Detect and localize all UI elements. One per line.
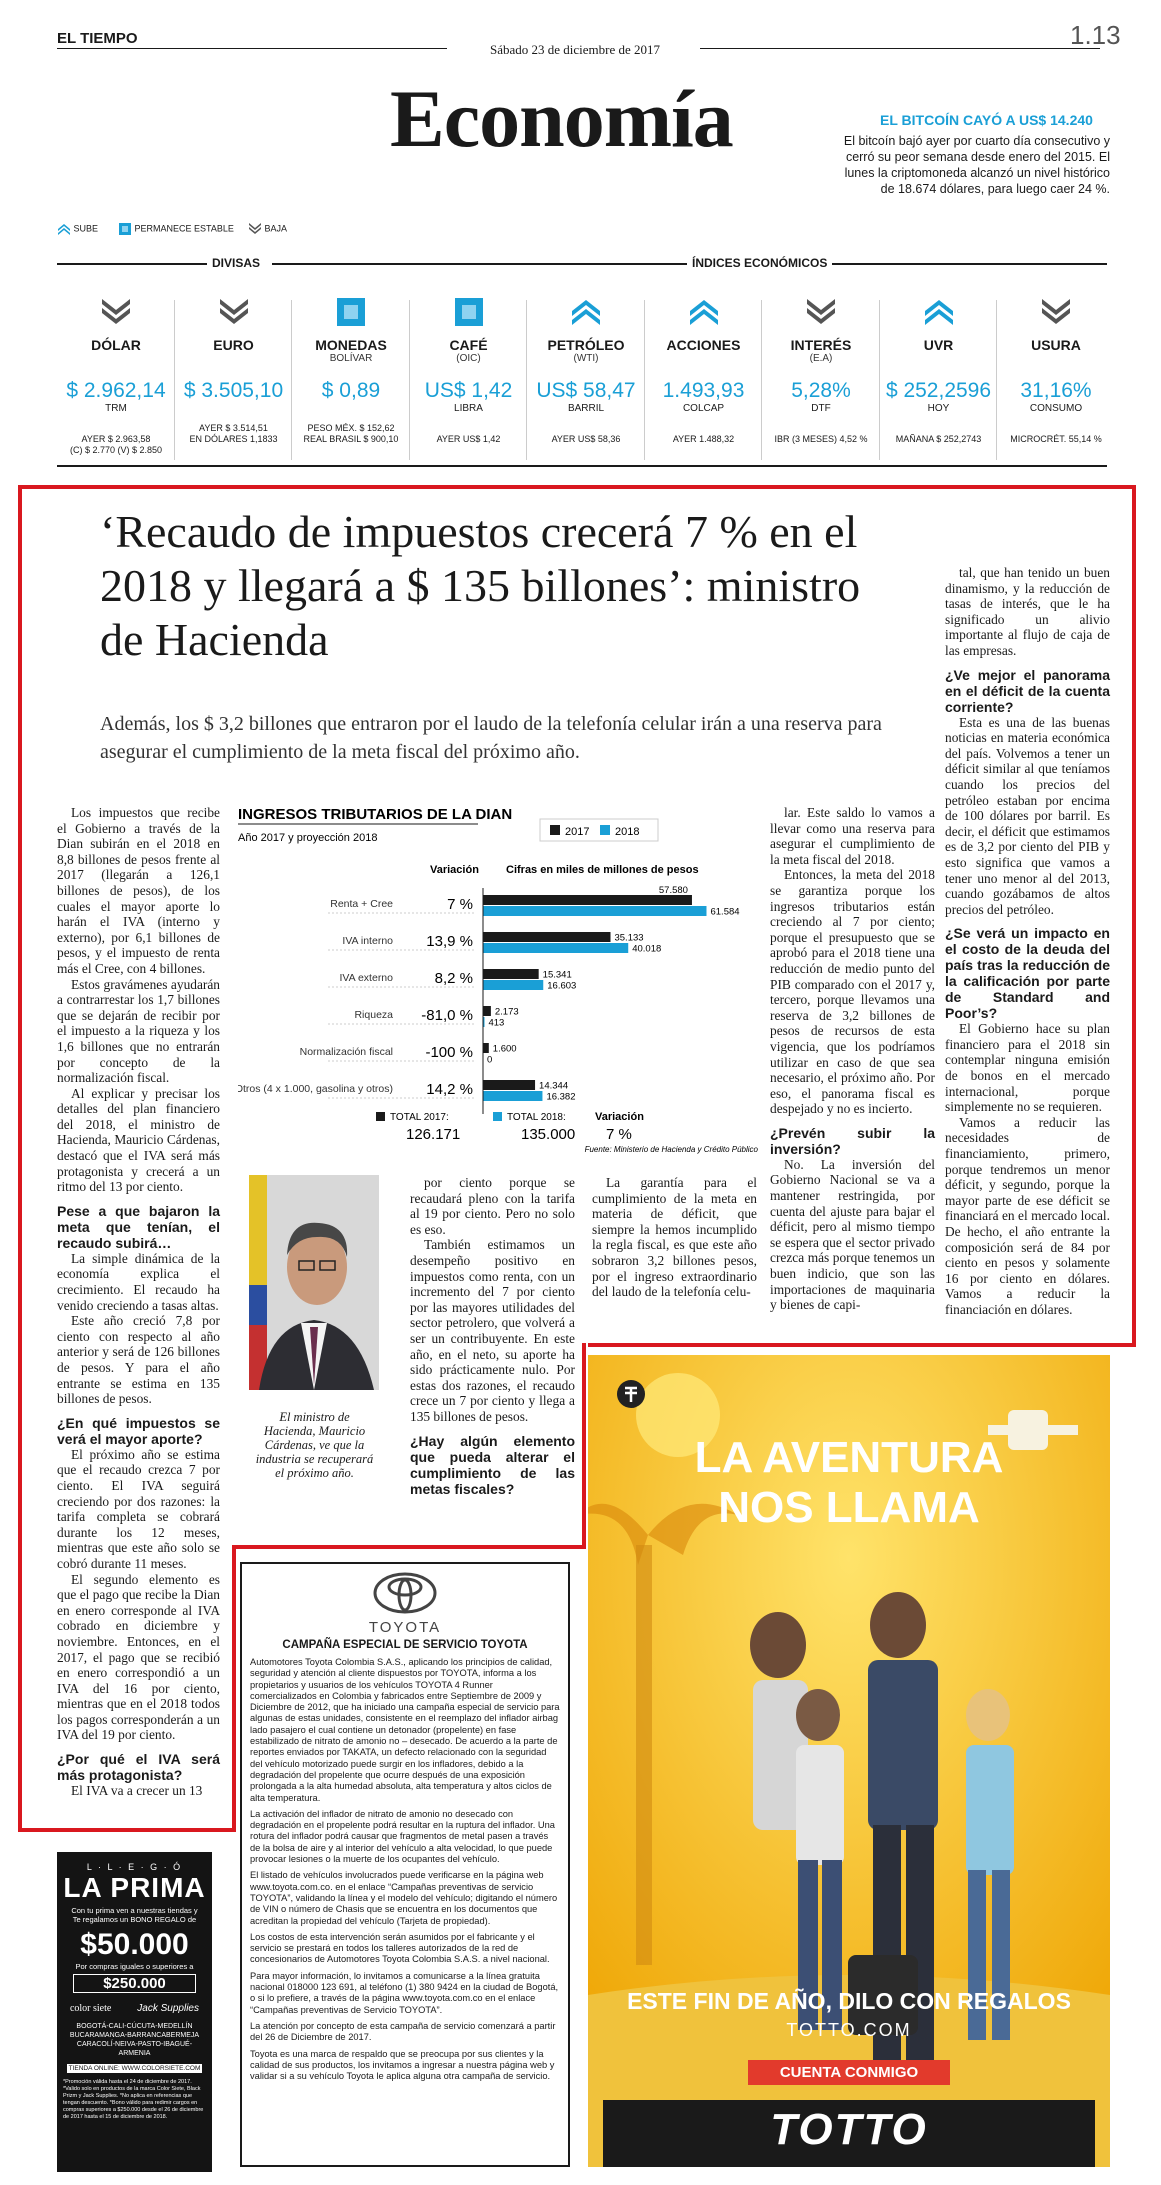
chart-bar-2018 [483, 943, 628, 953]
legend-up-label: SUBE [73, 223, 99, 234]
toyota-paragraph: Los costos de esta intervención serán asumidos por el fabricante y el servicio se prestará en todos los talleres autorizados de la red de concesionarios de Automotores Toyota Colombia S.A.S. a nivel nacional. [250, 1931, 550, 1965]
article-subhead: ¿Hay algún elemento que pueda alterar el cumplimiento de las metas fiscales? [410, 1432, 575, 1497]
indicator-sub [57, 353, 175, 365]
indicator-unit: BARRIL [567, 403, 605, 414]
totto-web: TOTTO.COM [786, 2020, 912, 2040]
totto-tagline: ESTE FIN DE AÑO, DILO CON REGALOS [627, 1988, 1071, 2014]
total-variation-value: 7 % [606, 1126, 632, 1143]
square-icon [452, 295, 486, 329]
total-swatch-2017 [376, 1112, 385, 1121]
legend-swatch-2018 [600, 825, 610, 835]
chart-title: INGRESOS TRIBUTARIOS DE LA DIAN [238, 806, 513, 823]
indicator-value: $ 3.505,10 [183, 379, 284, 402]
article-paragraph: Al explicar y precisar los detalles del plan financiero del 2018, el ministro de Hacienda, Mauricio Cárdenas, destacó que el IVA será más protagonista y crecerá a un ritmo del 13 por ciento. [57, 1085, 220, 1195]
chart-variation-label: -81,0 % [421, 1007, 473, 1024]
chart-data-label: 1.600 [492, 1043, 517, 1055]
indicator-sub: (E.A) [809, 353, 833, 364]
indices-header: ÍNDICES ECONÓMICOS [692, 256, 828, 270]
square-icon [118, 222, 132, 236]
up-arrow-icon [687, 295, 721, 329]
article-column-1 [57, 805, 220, 1799]
article-paragraph: Este año creció 7,8 por ciento con respecto al año anterior y será de 126 billones de pesos. Y para el año entrante se estima en 135 billones de pesos. [57, 1313, 220, 1407]
chart-data-label: 15.341 [542, 969, 572, 981]
chart-bar-2017 [483, 969, 539, 979]
indicator-unit: COLCAP [682, 403, 725, 414]
prima-line3: Por compras iguales o superiores a [75, 1962, 194, 1971]
article-paragraph: No. La inversión del Gobierno Nacional se va a mantener restringida, por cuenta del ajuste para bajar el déficit, pero al mismo tiempo se espera que el sector privado crezca más porque tenemos un buen indicio, que son las importaciones de maquinaria y bienes de capi- [770, 1156, 935, 1313]
indicator-7 [762, 295, 880, 445]
article-subhead: Pese a que bajaron la meta que tenían, el recaudo subirá… [57, 1202, 220, 1251]
up-arrow-icon [569, 295, 603, 329]
totto-badge: CUENTA CONMIGO [748, 2060, 950, 2085]
legend-down [248, 222, 287, 236]
indicator-4 [410, 295, 528, 445]
chart-bar-2018 [483, 906, 706, 916]
indicator-value: $ 0,89 [321, 379, 381, 402]
article-dek: Además, los $ 3,2 billones que entraron por el laudo de la telefonía celular irán a una reserva para asegurar el cumplimiento de la meta fiscal del próximo año. [100, 713, 882, 763]
chart-bar-2017 [483, 1006, 491, 1016]
total-variation-label: Variación [595, 1111, 644, 1123]
indicator-name: UVR [923, 337, 954, 353]
article-headline: ‘Recaudo de impuestos crecerá 7 % en el 2018 y llegará a $ 135 billones’: ministro de Hacienda [100, 506, 861, 665]
toyota-paragraph: Para mayor información, lo invitamos a comunicarse a la línea gratuita nacional 018000 123 691, al teléfono (1) 380 9424 en la ciudad de Bogotá, o si lo prefiere, a través de la página www.toyota.com.co en el enlace “Campañas preventivas de Servicio TOYOTA”. [250, 1970, 559, 2015]
legend-stable-label: PERMANECE ESTABLE [134, 223, 234, 234]
total-value-2018: 135.000 [521, 1126, 576, 1143]
indicator-foot: IBR (3 MESES) 4,52 % [774, 434, 868, 444]
chart-variation-label: 13,9 % [426, 933, 473, 950]
chart-category-label: IVA externo [339, 972, 393, 984]
down-arrow-icon [804, 295, 838, 329]
toyota-paragraph: La activación del inflador de nitrato de amonio no desecado con degradación en el propelente podrá resultar en la ruptura del inflador. Una rotura del inflador podrá causar que fragmentos de metal pasen a través de la bolsa de aire y al interior del vehículo a alta velocidad, lo que puede provocar lesiones o la muerte de los ocupantes del vehículo. [250, 1808, 555, 1865]
article-paragraph: Vamos a reducir las necesidades de financiamiento, primero, porque tendremos un menor déficit, y segundo, porque la mayor parte de ese déficit se financiará en el mercado local. De hecho, el año entrante la composición será de 84 por ciento en pesos y solamente 16 por ciento en dólares. Vamos a reducir la financiación en dólares. [945, 1114, 1110, 1317]
legend-label-2018: 2018 [615, 826, 640, 838]
article-paragraph: lar. Este saldo lo vamos a llevar como una reserva para asegurar el cumplimiento de la meta fiscal del 2018. [770, 805, 935, 867]
chart-category-label: Riqueza [354, 1009, 393, 1021]
chart-data-label: 57.580 [658, 885, 688, 896]
indicator-name: INTERÉS [790, 337, 852, 353]
up-arrow-icon [922, 295, 956, 329]
article-paragraph: El IVA va a crecer un 13 [71, 1783, 203, 1799]
indicator-unit: CONSUMO [1029, 403, 1083, 414]
indicator-foot: PESO MÉX. $ 152,62 REAL BRASIL $ 900,10 [303, 423, 399, 444]
chart-variation-label: 8,2 % [434, 970, 473, 987]
indicator-value: $ 252,2596 [885, 379, 992, 402]
indicator-sub [645, 353, 763, 365]
indicator-2 [175, 295, 293, 445]
prima-line2: Te regalamos un BONO REGALO de [72, 1915, 197, 1924]
indicator-3 [292, 295, 410, 445]
down-arrow-icon [99, 295, 133, 329]
bitcoin-body: El bitcoín bajó ayer por cuarto día consecutivo y cerró su peor semana desde enero del 2015. El lunes la criptomoneda alcanzó un nivel histórico de 18.674 dólares, para luego caer 24 %. [843, 134, 1110, 196]
indicator-6 [645, 295, 763, 445]
indicator-foot: AYER 1.488,32 [672, 434, 735, 444]
chart-data-label: 413 [488, 1017, 505, 1029]
chart-col-values: Cifras en miles de millones de pesos [506, 864, 699, 876]
photo-caption: El ministro de Hacienda, Mauricio Cárdenas, ve que la industria se recuperará el próximo año. [255, 1410, 374, 1480]
indicator-name: MONEDAS [315, 337, 387, 353]
chart-source: Fuente: Ministerio de Hacienda y Crédito Público [584, 1145, 758, 1154]
indicator-divider [526, 300, 527, 460]
chart-category-label: Otros (4 x 1.000, gasolina y otros) [238, 1083, 393, 1095]
indicator-sub [997, 353, 1115, 365]
indicator-name: USURA [1031, 337, 1081, 353]
page-number: 1.13 [1070, 20, 1121, 50]
toyota-paragraph: El listado de vehículos involucrados puede verificarse en la página web www.toyota.com.co. en el enlace “Campañas preventivas de servicio TOYOTA”, validando la línea y el modelo del vehículo; digitando el número de VIN o número de Chasis que se encuentra en los documentos que acreditan la propiedad del vehículo (Tarjeta de propiedad). [250, 1870, 558, 1926]
edition-date: Sábado 23 de diciembre de 2017 [490, 42, 661, 57]
chart-data-label: 35.133 [614, 932, 644, 944]
prima-brand1: color siete [69, 2003, 112, 2014]
indicator-value: 31,16% [1020, 379, 1092, 402]
article-paragraph: El próximo año se estima que el recaudo crezca 7 por ciento. El IVA seguirá creciendo por dos razones: la tarifa completa se cobrará durante los 12 meses, mientras que este año solo se cobró durante 11 meses. [57, 1446, 220, 1571]
total-label-2018: TOTAL 2018: [507, 1112, 566, 1123]
article-column-4 [945, 565, 1110, 1318]
indicator-unit: DTF [811, 403, 831, 414]
chart-bar-2017 [483, 1043, 489, 1053]
indicator-sub: (WTI) [573, 353, 599, 364]
chart-data-label: 40.018 [632, 943, 662, 955]
indicator-value: US$ 1,42 [424, 379, 513, 402]
article-paragraph: La simple dinámica de la economía explica el crecimiento. El recaudo ha venido creciendo a tasas altas. [57, 1250, 220, 1313]
indicator-divider [174, 300, 175, 460]
chart-data-label: 61.584 [710, 906, 740, 918]
chart-variation-label: -100 % [425, 1044, 473, 1061]
chart-bar-2017 [483, 932, 610, 942]
chart-data-label: 0 [487, 1054, 493, 1066]
indicator-8 [880, 295, 998, 445]
totto-small-logo-icon [616, 1379, 646, 1409]
minister-photo [249, 1175, 379, 1390]
divisas-header: DIVISAS [212, 256, 261, 270]
legend-label-2017: 2017 [565, 826, 590, 838]
down-arrow-icon [1039, 295, 1073, 329]
indicator-5 [527, 295, 645, 445]
indicator-name: DÓLAR [91, 337, 141, 353]
toyota-title: CAMPAÑA ESPECIAL DE SERVICIO TOYOTA [282, 1639, 528, 1651]
square-icon [334, 295, 368, 329]
indicator-sub: (OIC) [456, 353, 481, 364]
indicator-divider [644, 300, 645, 460]
totto-ad [588, 1355, 1110, 2167]
indicator-9 [997, 295, 1115, 445]
chart-bar-2017 [483, 1080, 535, 1090]
article-subhead: ¿Por qué el IVA será más protagonista? [57, 1751, 220, 1784]
indicator-value: 5,28% [791, 379, 851, 402]
prima-line1: Con tu prima ven a nuestras tiendas y [71, 1906, 198, 1915]
article-subhead: ¿Ve mejor el panorama en el déficit de la cuenta corriente? [945, 666, 1110, 715]
indicator-foot: AYER $ 2.963,58 (C) $ 2.770 (V) $ 2.850 [69, 434, 163, 455]
prima-min: $250.000 [73, 1974, 196, 1993]
indicator-name: CAFÉ [449, 337, 488, 353]
indicator-sub [880, 353, 998, 365]
chart-category-label: Normalización fiscal [299, 1046, 393, 1058]
chart-subtitle: Año 2017 y proyección 2018 [238, 832, 378, 844]
legend-swatch-2017 [550, 825, 560, 835]
up-arrow-icon [57, 222, 71, 236]
chart-category-label: Renta + Cree [330, 898, 393, 910]
article-paragraph: El segundo elemento es que el pago que recibe la Dian en enero corresponde al IVA cobrado en diciembre y noviembre. Entonces, en el 2017, el pago que se recibió en enero correspondió a un IVA del 16 por ciento, mientras que en el 2018 todos los pagos corresponderán a un IVA del 19 por ciento. [57, 1571, 220, 1743]
totto-logo: TOTTO [770, 2105, 928, 2154]
indicator-foot: MICROCRÉT. 55,14 % [1010, 434, 1102, 444]
article-paragraph: Estos gravámenes ayudarán a contrarrestar los 1,7 billones que se dejarán de recibir por el impuesto a la riqueza y los 1,6 billones que no entrarán por concepto de la normalización fiscal. [57, 976, 220, 1086]
prima-title: LA PRIMA [63, 1872, 206, 1903]
prima-amount: $50.000 [80, 1928, 189, 1961]
indicator-foot: AYER US$ 58,36 [551, 434, 621, 444]
article-paragraph: Esta es una de las buenas noticias en materia económica del país. Volvemos a tener un déficit similar al que teníamos cuando los precios del petróleo estaban por encima de 100 dólares por barril. Es decir, el déficit que estimamos es de 3,2 por ciento del PIB y esto significa que vamos a tener uno menor al del 2013, cuando gozábamos de altos precios del petróleo. [945, 714, 1110, 917]
total-value-2017: 126.171 [406, 1126, 461, 1143]
indicator-divider [409, 300, 410, 460]
article-paragraph: Los impuestos que recibe el Gobierno a través de la Dian subirán en el 2018 en 8,8 billones de pesos frente al 2017 (llegarán a 126,1 billones de pesos), de los cuales el mayor aporte lo harán el IVA (interno y externo), por 6,1 billones de pesos, y el impuesto de renta más el Cree, con 4 billones. [57, 805, 220, 976]
section-title: Economía [390, 73, 733, 164]
article-subhead: ¿Prevén subir la inversión? [770, 1124, 935, 1157]
indicator-name: EURO [213, 337, 254, 353]
chart-data-label: 2.173 [494, 1006, 519, 1018]
indicator-divider [761, 300, 762, 460]
chart-data-label: 16.603 [547, 980, 577, 992]
legend-up [57, 222, 98, 236]
bitcoin-title: EL BITCOÍN CAYÓ A US$ 14.240 [880, 112, 1093, 128]
article-paragraph: También estimamos un desempeño positivo en impuestos como renta, con un incremento del 7 por ciento por las mayores utilidades del sector petrolero, que volverá a ser un contribuyente. En este año, en el neto, su aporte ha sido prácticamente nulo. Por estas dos razones, el recaudo crece un 7 por ciento y llega a 135 billones de pesos. [410, 1237, 575, 1424]
article-column-3 [770, 805, 935, 1313]
indicator-divider [879, 300, 880, 460]
toyota-paragraph: Automotores Toyota Colombia S.A.S., aplicando los principios de calidad, seguridad y atención al cliente dispuestos por TOYOTA, informa a los propietarios y usuarios de los vehículos TOYOTA 4 Runner comercializados en Colombia y fabricados entre Septiembre de 2009 y Diciembre de 2012, que ha iniciado una campaña especial de servicio para algunas de estas unidades, consistente en el reemplazo del inflador airbag lado pasajero el cual contiene un detonador (propelente) en fase estabilizado de nitrato de amonio no – desecado. De acuerdo a la parte de reportes enviados por TAKATA, un defecto relacionado con la seguridad del vehículo motorizado puede surgir en los infladores, debido a la degradación del propelente que ocurre después de una exposición prolongada a la alta humedad absoluta, alta temperatura y altos ciclos de alta temperatura. [250, 1657, 560, 1803]
indicator-unit: LIBRA [454, 403, 483, 414]
indicator-unit: TRM [105, 403, 127, 414]
indicator-foot: AYER $ 3.514,51 EN DÓLARES 1,1833 [189, 423, 278, 444]
tax-revenue-chart [238, 805, 763, 1165]
down-arrow-icon [217, 295, 251, 329]
article-paragraph: La garantía para el cumplimiento de la meta en materia de déficit, que siempre la hemos incumplido la regla fiscal, es que este año sobraron 3,2 billones pesos, por el ingreso extraordinario del laudo de la telefonía celu- [592, 1175, 757, 1300]
article-subhead: ¿En qué impuestos se verá el mayor aporte? [57, 1414, 220, 1447]
article-column-3a [592, 1175, 757, 1300]
indicators-bottom-rule [57, 465, 1107, 467]
chart-data-label: 16.382 [546, 1091, 576, 1103]
indicator-name: ACCIONES [666, 337, 741, 353]
indicator-name: PETRÓLEO [547, 337, 625, 353]
legend-down-label: BAJA [264, 223, 288, 234]
chart-variation-label: 14,2 % [426, 1081, 473, 1098]
indicator-sub [175, 353, 293, 365]
toyota-paragraph: La atención por concepto de esta campaña de servicio comenzará a partir del 26 de Diciembre de 2017. [250, 2020, 556, 2043]
legend-stable [118, 222, 234, 236]
toyota-logo-icon [373, 1572, 437, 1614]
prima-cities: BOGOTÁ-CALI-CÚCUTA-MEDELLÍN BUCARAMANGA-BARRANCABERMEJA CARACOLÍ-NEIVA-PASTO-IBAGUÉ-ARMENIA [69, 2023, 200, 2057]
indicator-unit: HOY [927, 403, 950, 414]
toyota-body [242, 1651, 568, 2093]
indicator-sub: BOLÍVAR [329, 353, 373, 364]
chart-bar-2018 [483, 1091, 542, 1101]
chart-bar-2017 [483, 895, 692, 905]
totto-headline-1: LA AVENTURA [694, 1433, 1004, 1482]
indicator-value: $ 2.962,14 [66, 379, 166, 402]
chart-bar-2018 [483, 980, 543, 990]
article-subhead: ¿Se verá un impacto en el costo de la deuda del país tras la reducción de la calificación por parte de Standard and Poor’s? [945, 925, 1110, 1022]
indicator-divider [291, 300, 292, 460]
article-paragraph: El Gobierno hace su plan financiero para el 2018 sin contemplar ninguna emisión de bonos en el mercado internacional, porque simplemente no se requieren. [945, 1021, 1110, 1115]
article-column-2 [410, 1175, 575, 1497]
total-label-2017: TOTAL 2017: [390, 1112, 449, 1123]
prima-fine: *Promoción válida hasta el 24 de diciembre de 2017. *Valido solo en productos de la marca Color Siete, Black Prizm y Jack Supplies. *No aplica en referencias que tengan descuento. *Bono válido para redimir cargos en compras superiores a $250.000 desde el 26 de diciembre de 2017 hasta el 15 de diciembre de 2018. [63, 2079, 204, 2120]
chart-col-variation: Variación [430, 864, 479, 876]
toyota-ad [240, 1562, 570, 2167]
color-siete-ad [57, 1852, 212, 2172]
article-paragraph: tal, que han tenido un buen dinamismo, y la reducción de tasas de interés, que le ha significado un alivio importante al flujo de caja de las empresas. [945, 565, 1110, 658]
prima-web: TIENDA ONLINE: WWW.COLORSIETE.COM [68, 2065, 201, 2072]
indicator-foot: MAÑANA $ 252,2743 [895, 434, 982, 444]
down-arrow-icon [248, 222, 262, 236]
brand-logo: EL TIEMPO [57, 30, 138, 47]
total-swatch-2018 [493, 1112, 502, 1121]
prima-brand2: Jack Supplies [137, 2003, 199, 2014]
chart-category-label: IVA interno [342, 935, 393, 947]
indicator-1 [57, 295, 175, 456]
totto-headline-2: NOS LLAMA [718, 1483, 980, 1532]
indicator-value: US$ 58,47 [536, 379, 636, 402]
indicator-value: 1.493,93 [662, 379, 745, 402]
article-paragraph: Entonces, la meta del 2018 se garantiza porque los ingresos tributarios están creciendo al 7 por ciento; porque el presupuesto que se aprobó para el 2018 tiene una reducción de medio punto del PIB comparado con el 2017 y, tercero, porque llevamos una reserva de 3,2 billones de pesos de recursos de esta vigencia, que los podríamos utilizar en caso de que sea necesario, el próximo año. Por eso, el panorama fiscal es despejado y no es incierto. [770, 867, 935, 1117]
chart-svg [238, 805, 763, 1165]
chart-data-label: 14.344 [539, 1080, 569, 1092]
article-paragraph: por ciento porque se recaudará pleno con la tarifa al 19 por ciento. Pero no solo es eso. [410, 1175, 575, 1237]
toyota-brand: TOYOTA [368, 1619, 442, 1636]
prima-top: L · L · E · G · Ó [86, 1862, 183, 1872]
chart-variation-label: 7 % [447, 896, 473, 913]
indicator-foot: AYER US$ 1,42 [436, 434, 501, 444]
toyota-paragraph: Toyota es una marca de respaldo que se preocupa por sus clientes y la calidad de sus productos, los invitamos a ingresar a nuestra página web y validar si a su vehículo Toyota le aplica alguna otra campaña de servicio. [250, 2048, 555, 2082]
indicator-divider [996, 300, 997, 460]
